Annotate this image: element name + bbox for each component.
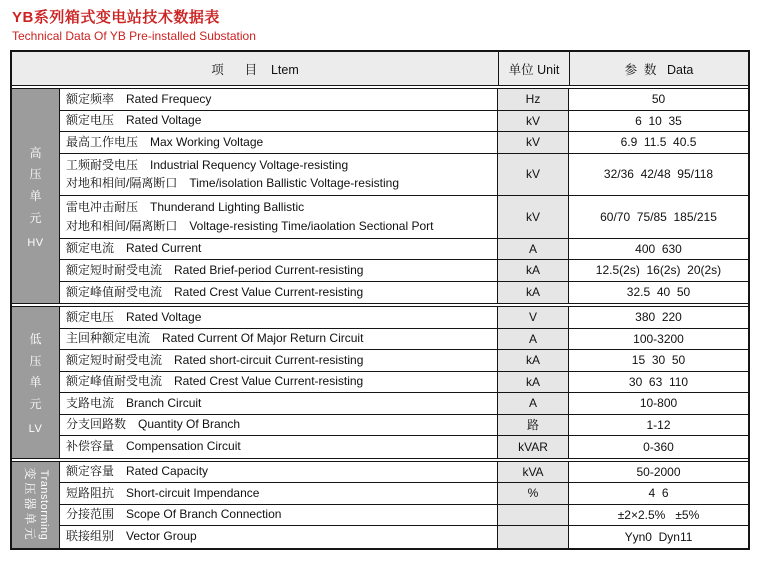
item-text-cn: 短路阻抗 <box>66 485 115 500</box>
item-text-cn: 额定频率 <box>66 91 115 106</box>
item-text-en: Rated Crest Value Current-resisting <box>174 284 364 299</box>
item-text-en: Short-circuit Impendance <box>126 485 260 500</box>
item-text-cn: 对地和相间/隔离断口 <box>66 176 178 191</box>
item-text-en: Rated Crest Value Current-resisting <box>174 374 364 389</box>
section-label-en: LV <box>28 423 43 436</box>
item-cell <box>60 307 498 328</box>
table-row <box>60 350 748 372</box>
table-header-row <box>12 52 748 85</box>
item-line <box>66 329 497 348</box>
data-cell: 0-360 <box>643 439 674 454</box>
table-row <box>60 260 748 282</box>
table-row <box>60 393 748 415</box>
table-row <box>60 462 748 484</box>
item-text-cn: 补偿容量 <box>66 439 115 454</box>
item-text-en: Rated Current Of Major Return Circuit <box>162 331 364 346</box>
item-text-cn: 额定短时耐受电流 <box>66 262 163 277</box>
unit-cell: kV <box>498 132 569 153</box>
page-header <box>12 9 760 43</box>
item-line <box>66 351 497 370</box>
unit-cell: kVAR <box>498 436 569 458</box>
section-sidebar-label <box>12 89 59 303</box>
data-cell: 4 6 <box>648 486 669 501</box>
data-cell: 50-2000 <box>636 464 681 479</box>
section-sidebar <box>12 307 60 458</box>
table-row <box>60 483 748 505</box>
unit-cell: kV <box>498 154 569 196</box>
item-line <box>66 283 497 302</box>
data-cell: Yyn0 Dyn11 <box>624 529 693 544</box>
table-section <box>12 462 748 548</box>
unit-cell: kA <box>498 282 569 304</box>
unit-cell: A <box>498 239 569 260</box>
item-text-cn: 额定电压 <box>66 113 115 128</box>
table-row <box>60 196 748 239</box>
table-body <box>12 85 748 548</box>
item-line <box>66 217 497 236</box>
item-line <box>66 484 497 503</box>
item-cell <box>60 239 498 260</box>
section-label-en: HV <box>27 237 44 250</box>
item-text-en: Thunderand Lighting Ballistic <box>150 200 305 215</box>
item-text-cn: 联接组别 <box>66 529 115 544</box>
item-text-en: Max Working Voltage <box>150 134 264 149</box>
data-cell: 32/36 42/48 95/118 <box>603 167 714 182</box>
section-label-cn: 高压单元 <box>29 145 42 225</box>
item-text-cn: 额定峰值耐受电流 <box>66 374 163 389</box>
item-text-en: Industrial Requency Voltage-resisting <box>150 157 349 172</box>
item-cell <box>60 526 498 548</box>
item-cell <box>60 89 498 110</box>
item-cell <box>60 393 498 414</box>
table-row <box>60 132 748 154</box>
table-row <box>60 505 748 527</box>
data-cell: ±2×2.5% ±5% <box>617 507 700 522</box>
item-cell <box>60 372 498 393</box>
item-cell <box>60 111 498 132</box>
unit-cell: kV <box>498 196 569 238</box>
section-sidebar-label <box>21 467 51 542</box>
item-cell <box>60 462 498 483</box>
item-cell <box>60 329 498 350</box>
item-cell <box>60 505 498 526</box>
table-row <box>60 329 748 351</box>
data-cell: 32.5 40 50 <box>626 285 691 300</box>
unit-cell <box>498 526 569 548</box>
page-subtitle: Technical Data Of YB Pre-installed Substation <box>12 29 256 43</box>
item-text-en: Rated Current <box>126 241 202 256</box>
unit-cell: A <box>498 393 569 414</box>
unit-cell: kA <box>498 350 569 371</box>
item-cell <box>60 260 498 281</box>
item-text-en: Rated Voltage <box>126 309 202 324</box>
item-text-cn: 额定短时耐受电流 <box>66 352 163 367</box>
table-row <box>60 436 748 458</box>
item-line <box>66 239 497 258</box>
item-line <box>66 415 497 434</box>
section-label-en: Transtorming <box>37 469 50 540</box>
section-sidebar <box>12 89 60 303</box>
item-text-cn: 分接范围 <box>66 507 115 522</box>
section-label-cn: 变压器单元 <box>22 466 37 543</box>
data-cell: 30 63 110 <box>628 374 689 389</box>
item-text-cn: 最高工作电压 <box>66 134 139 149</box>
section-sidebar <box>12 462 60 548</box>
data-cell: 10-800 <box>639 396 678 411</box>
item-text-cn: 对地和相间/隔离断口 <box>66 218 178 233</box>
item-line <box>66 156 497 175</box>
table-row <box>60 89 748 111</box>
table-row <box>60 239 748 261</box>
item-cell <box>60 350 498 371</box>
unit-cell <box>498 505 569 526</box>
table-row <box>60 282 748 304</box>
item-line <box>66 261 497 280</box>
item-cell <box>60 196 498 238</box>
unit-cell: V <box>498 307 569 328</box>
item-text-cn: 额定电压 <box>66 309 115 324</box>
item-text-cn: 主回种额定电流 <box>66 331 151 346</box>
table-row <box>60 307 748 329</box>
unit-cell: 路 <box>498 415 569 436</box>
data-cell: 1-12 <box>646 417 671 432</box>
unit-cell: kA <box>498 260 569 281</box>
data-cell: 15 30 50 <box>631 353 686 368</box>
table-row <box>60 154 748 197</box>
item-cell <box>60 132 498 153</box>
section-rows <box>60 462 748 548</box>
data-cell: 400 630 <box>635 241 682 256</box>
item-line <box>66 133 497 152</box>
data-cell: 100-3200 <box>633 331 684 346</box>
data-cell: 12.5(2s) 16(2s) 20(2s) <box>595 263 722 278</box>
item-text-cn: 额定峰值耐受电流 <box>66 284 163 299</box>
item-cell <box>60 436 498 458</box>
item-line <box>66 174 497 193</box>
item-line <box>66 437 497 456</box>
item-line <box>66 111 497 130</box>
unit-cell: kV <box>498 111 569 132</box>
item-line <box>66 308 497 327</box>
item-cell <box>60 282 498 304</box>
data-cell: 380 220 <box>635 310 682 325</box>
item-text-cn: 分支回路数 <box>66 417 127 432</box>
item-text-en: Quantity Of Branch <box>138 417 241 432</box>
section-sidebar-label <box>12 307 59 458</box>
header-item: 项 目 Ltem <box>12 52 499 85</box>
item-line <box>66 372 497 391</box>
unit-cell: % <box>498 483 569 504</box>
item-text-en: Rated Voltage <box>126 113 202 128</box>
item-text-cn: 工频耐受电压 <box>66 157 139 172</box>
data-cell: 60/70 75/85 185/215 <box>600 209 717 224</box>
table-section <box>12 89 748 303</box>
item-text-en: Branch Circuit <box>126 395 202 410</box>
item-text-en: Vector Group <box>126 529 197 544</box>
item-line <box>66 90 497 109</box>
page-title: YB系列箱式变电站技术数据表 <box>12 9 220 26</box>
item-text-en: Rated Capacity <box>126 464 209 479</box>
item-cell <box>60 483 498 504</box>
section-label-cn: 低压单元 <box>29 332 42 411</box>
unit-cell: Hz <box>498 89 569 110</box>
item-text-en: Time/isolation Ballistic Voltage-resisting <box>189 176 399 191</box>
item-text-cn: 支路电流 <box>66 395 115 410</box>
item-cell <box>60 415 498 436</box>
item-text-cn: 额定容量 <box>66 464 115 479</box>
header-data: 参 数 Data <box>624 62 694 77</box>
item-text-en: Voltage-resisting Time/iaolation Sectional Port <box>189 218 434 233</box>
item-text-en: Rated short-circuit Current-resisting <box>174 352 364 367</box>
section-rows <box>60 89 748 303</box>
item-line <box>66 527 497 546</box>
item-text-cn: 额定电流 <box>66 241 115 256</box>
item-text-en: Scope Of Branch Connection <box>126 507 282 522</box>
header-unit: 单位 Unit <box>499 52 570 85</box>
item-line <box>66 462 497 481</box>
table-row <box>60 526 748 548</box>
table-row <box>60 111 748 133</box>
item-line <box>66 505 497 524</box>
table-row <box>60 415 748 437</box>
item-cell <box>60 154 498 196</box>
item-text-en: Rated Brief-period Current-resisting <box>174 262 364 277</box>
item-text-en: Compensation Circuit <box>126 439 241 454</box>
item-line <box>66 394 497 413</box>
unit-cell: kVA <box>498 462 569 483</box>
unit-cell: kA <box>498 372 569 393</box>
section-rows <box>60 307 748 458</box>
item-text-cn: 雷电冲击耐压 <box>66 200 139 215</box>
data-cell: 6.9 11.5 40.5 <box>620 135 697 150</box>
item-line <box>66 198 497 217</box>
table-section <box>12 307 748 458</box>
item-text-en: Rated Frequecy <box>126 91 212 106</box>
unit-cell: A <box>498 329 569 350</box>
data-cell: 50 <box>651 92 666 107</box>
table-row <box>60 372 748 394</box>
data-cell: 6 10 35 <box>635 113 682 128</box>
technical-data-table <box>10 50 750 550</box>
